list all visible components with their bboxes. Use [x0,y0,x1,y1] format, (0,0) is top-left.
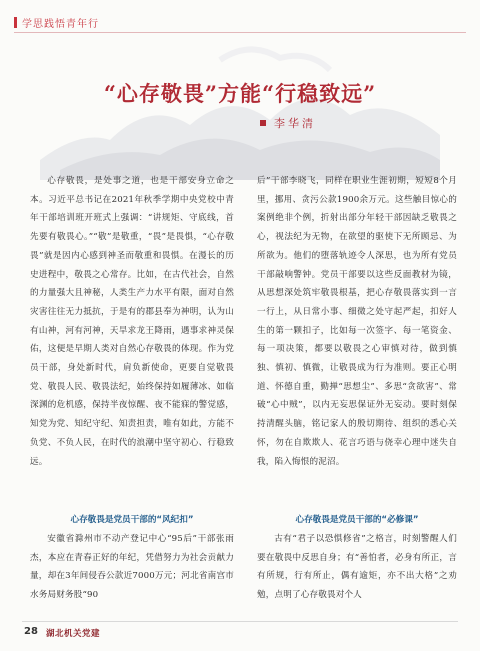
article-title: “心存敬畏”方能“行稳致远” [103,81,377,106]
magazine-name: 湖北机关党建 [46,629,101,639]
ink-mountain-illustration [40,40,440,180]
author-square-icon [260,120,266,126]
right-column-lower [257,530,457,605]
paragraph: 古有“君子以恐惧修省”之格言，时刻警醒人们要在敬畏中反思自身；有“善怕者，必身有所正，言有所规，行有所止，偶有逾矩，亦不出大格”之劝勉，点明了心存敬畏对个人 [257,534,457,601]
author-name: 李华清 [274,117,316,130]
left-column [30,172,234,471]
subheading-left: 心存敬畏是党员干部的“风纪扣” [70,515,194,525]
page-number: 28 [24,626,38,637]
section-label: 学思践悟青年行 [22,19,99,30]
paragraph: 安徽省滁州市不动产登记中心“95后”干部张雨杰，本应在青春正好的年纪，凭借努力为社会贡献力量，却在3年间侵吞公款近7000万元；河北省南宫市水务局财务股“90 [30,534,234,601]
left-column-lower [30,530,234,605]
right-column [257,172,457,471]
header-divider [14,32,466,33]
author-byline [260,115,316,131]
section-bar [14,17,17,28]
section-tag [14,15,99,30]
paragraph: 心存敬畏，是处事之道，也是干部安身立命之本。习近平总书记在2021年秋季学期中央党校中青年干部培训班开班式上强调：“讲规矩、守底线，首先要有敬畏心。”“敬”是敬重，“畏”是畏惧，“心存敬畏”就是因内心感到神圣而敬重和畏惧。在漫长的历史进程中，敬畏之心常存。比如，在古代社会，自然的力量强大且神秘，人类生产力水平有限，面对自然灾害往往无力抵抗，于是有的郡县奉为神明，认为山有山神，河有河神，天旱求龙王降雨，遇事求神灵保佑，这便是早期人类对自然心存敬畏的体现。作为党员干部，身处新时代，肩负新使命，更要自觉敬畏党、敬畏人民、敬畏法纪，始终保持如履薄冰、如临深渊的危机感，保持半夜惊醒、夜不能寐的警觉感，知党为党、知纪守纪、知责担责，唯有如此，方能不负党、不负人民，在时代的浪潮中坚守初心、行稳致远。 [30,176,234,467]
paragraph: 后”干部李晓飞，同样在职业生涯初期，短短8个月里，挪用、贪污公款1900余万元。这些触目惊心的案例绝非个例，折射出部分年轻干部因缺乏敬畏之心，视法纪为无物，在欲望的驱使下无所顾忌、为所欲为。他们的堕落轨迹令人深思，也为所有党员干部敲响警钟。党员干部要以这些反面教材为镜，从思想深处筑牢敬畏根基，把心存敬畏落实到一言一行上，从日常小事、细微之处守起严起，扣好人生的第一颗扣子，比如每一次签字、每一笔资金、每一项决策，都要以敬畏之心审慎对待，做到慎独、慎初、慎微，让敬畏成为行为准则。要正心明道、怀德自重，勤掸“思想尘”、多思“贪欲害”、常破“心中贼”，以内无妄思保证外无妄动。要时刻保持清醒头脑，铭记家人的殷切期待、组织的悉心关怀，勿在自欺欺人、花言巧语与侥幸心理中迷失自我，陷入悔恨的泥沼。 [257,176,457,467]
subheading-right: 心存敬畏是党员干部的“必修课” [295,515,419,525]
footer-divider [22,621,458,622]
